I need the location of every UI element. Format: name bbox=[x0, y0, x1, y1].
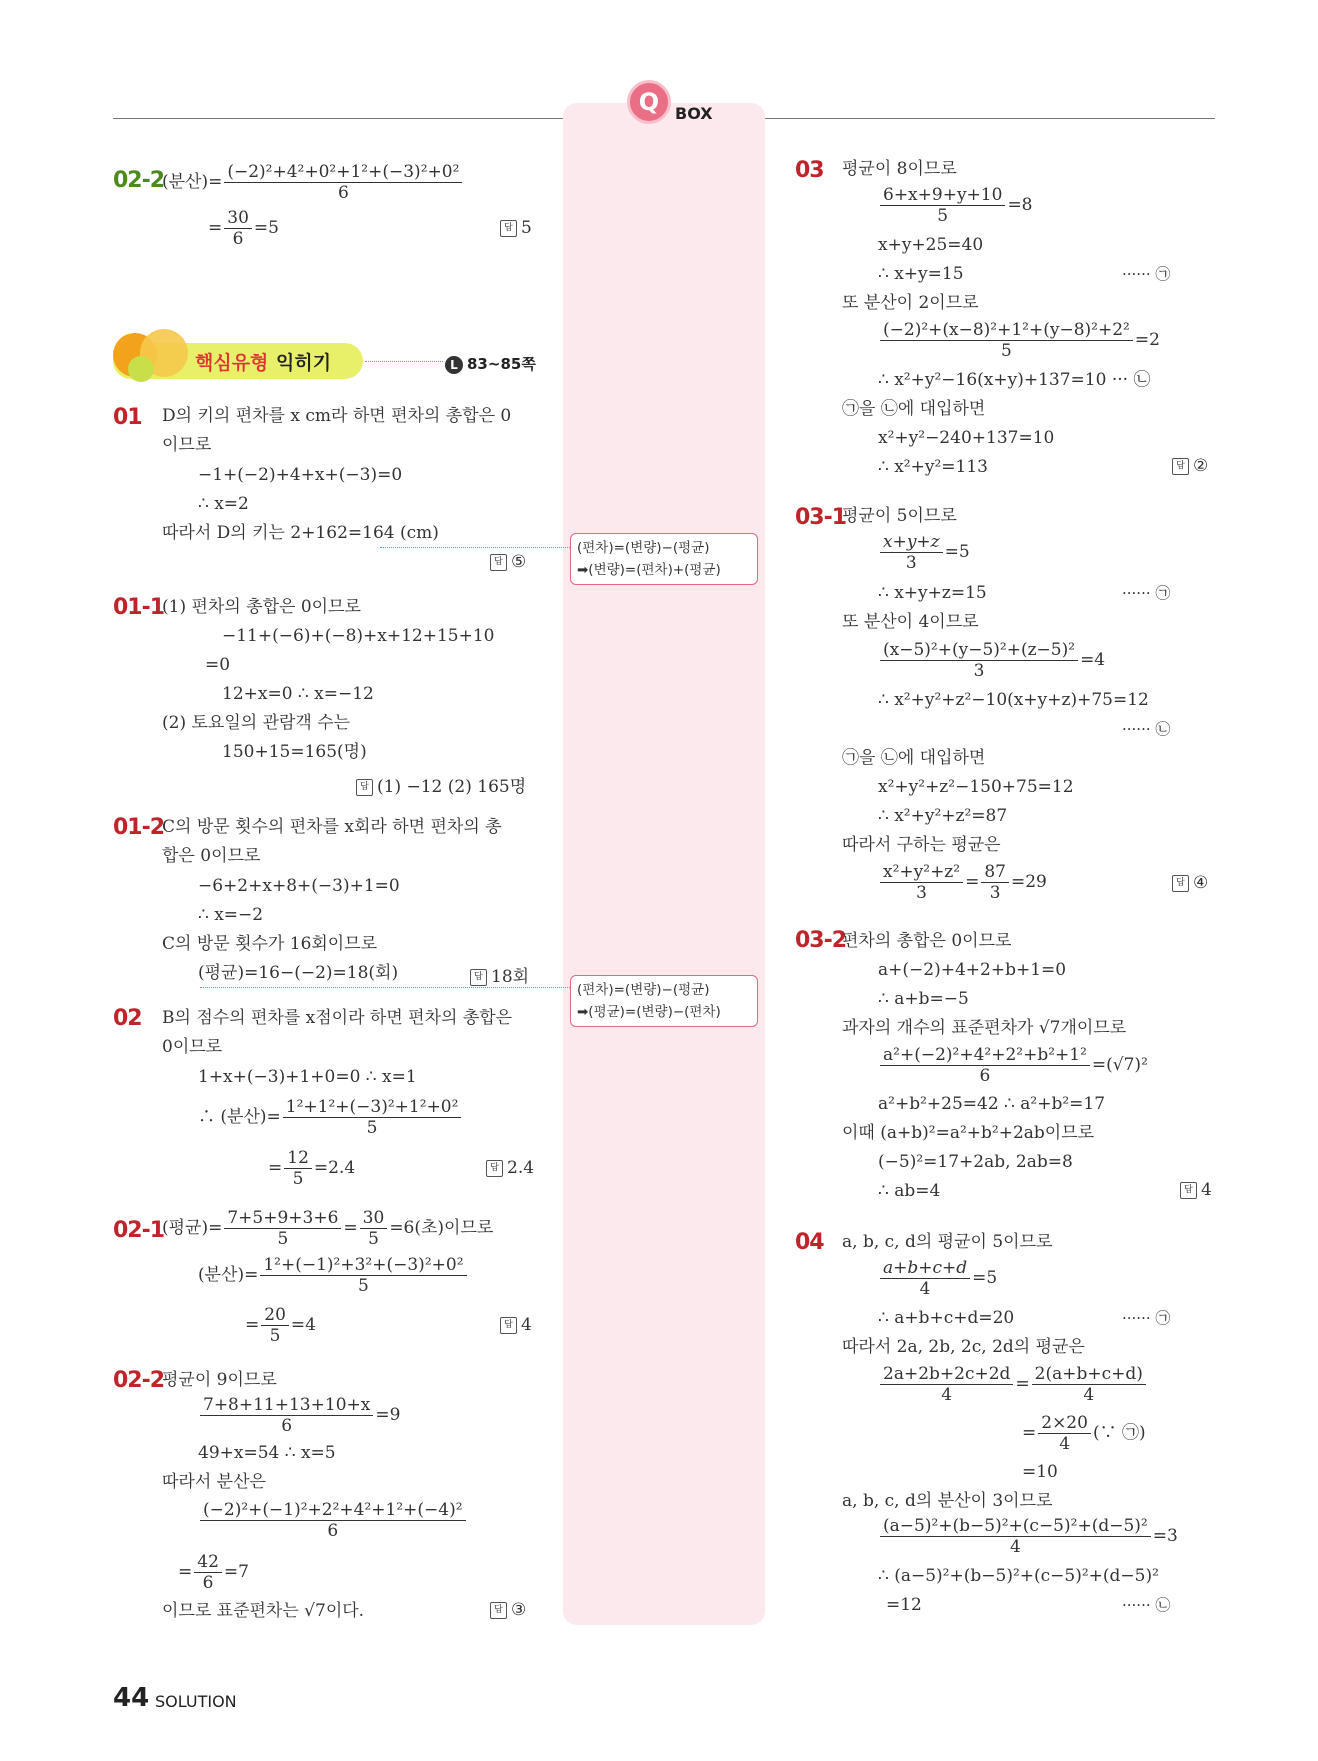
problem-number: 02-2 bbox=[113, 168, 165, 193]
formula-line: ∴ x+y+z=15 bbox=[878, 583, 987, 603]
text-line: 따라서 2a, 2b, 2c, 2d의 평균은 bbox=[842, 1337, 1085, 1357]
circled-marker: ······ ㉡ bbox=[1122, 720, 1171, 738]
text-line: 평균이 5이므로 bbox=[842, 506, 957, 526]
formula-line: = $\frac{20}{5}$ =4 bbox=[245, 1305, 316, 1346]
formula-line: −6+2+x+8+(−3)+1=0 bbox=[198, 876, 400, 896]
text-line: 평균이 8이므로 bbox=[842, 159, 957, 179]
text-line: (1) 편차의 총합은 0이므로 bbox=[162, 597, 361, 617]
header-rule-left bbox=[113, 118, 563, 119]
formula-line: $\frac{\text{a²+(−2)²+4²+2²+b²+1²}}{6}$ =(√7)² bbox=[878, 1045, 1148, 1086]
formula-line: −1+(−2)+4+x+(−3)=0 bbox=[198, 465, 403, 485]
text-line: 이므로 bbox=[162, 435, 212, 455]
formula-line: $\frac{\text{(−2)²+(−1)²+2²+4²+1²+(−4)²}}{6}$ bbox=[198, 1500, 468, 1541]
text-line: C의 방문 횟수의 편차를 x회라 하면 편차의 총 bbox=[162, 817, 502, 837]
answer-mark: 답 bbox=[486, 1160, 503, 1177]
problem-number: 04 bbox=[795, 1230, 824, 1255]
circled-marker: ······ ㉡ bbox=[1122, 1596, 1171, 1614]
text-line: 0이므로 bbox=[162, 1037, 223, 1057]
answer-mark: 답 bbox=[500, 220, 517, 237]
text-line: 평균이 9이므로 bbox=[162, 1370, 277, 1390]
answer-mark: 답 bbox=[490, 1602, 507, 1619]
text-line: ㉠을 ㉡에 대입하면 bbox=[842, 748, 986, 768]
answer: 답 ④ bbox=[1172, 873, 1208, 893]
formula-line: (분산)= $\frac{\text{(−2)²+4²+0²+1²+(−3)²+0²}}{6}$ bbox=[162, 162, 464, 203]
problem-number: 03-2 bbox=[795, 928, 847, 953]
problem-number: 02-2 bbox=[113, 1368, 165, 1393]
text-line: ㉠을 ㉡에 대입하면 bbox=[842, 399, 986, 419]
formula-line: ∴ x=−2 bbox=[198, 905, 264, 925]
formula-line: a²+b²+25=42 ∴ a²+b²=17 bbox=[878, 1094, 1106, 1114]
formula-line: $\frac{\text{(−2)²+(x−8)²+1²+(y−8)²+2²}}{5}$ =2 bbox=[878, 320, 1160, 361]
answer-mark: 답 bbox=[356, 779, 373, 796]
formula-line: =12 bbox=[886, 1595, 922, 1615]
page-reference: L 83~85쪽 bbox=[445, 353, 536, 374]
page-icon: L bbox=[445, 356, 463, 374]
text-line: 또 분산이 4이므로 bbox=[842, 612, 979, 632]
formula-line: $\frac{2a+2b+2c+2d}{4}$ = $\frac{2(a+b+c+d)}{4}$ bbox=[878, 1364, 1148, 1405]
banner-title: 핵심유형 bbox=[195, 352, 269, 374]
text-line: a, b, c, d의 평균이 5이므로 bbox=[842, 1232, 1053, 1252]
footer-label: SOLUTION bbox=[155, 1692, 237, 1711]
problem-number: 02 bbox=[113, 1006, 142, 1031]
answer-mark: 답 bbox=[1172, 458, 1189, 475]
circled-marker: ······ ㉠ bbox=[1122, 584, 1171, 602]
answer: 답 5 bbox=[500, 218, 532, 238]
formula-line: 150+15=165(명) bbox=[222, 742, 367, 762]
answer-mark: 답 bbox=[1172, 875, 1189, 892]
formula-line: $\frac{\text{x²+y²+z²}}{3}$ = $\frac{87}{3}$ =29 bbox=[878, 862, 1047, 903]
formula-line: (평균)= $\frac{7+5+9+3+6}{5}$ = $\frac{30}{5}$ =6(초)이므로 bbox=[162, 1208, 494, 1249]
qbox-note: (편차)=(변량)−(평균) ➡(변량)=(편차)+(평균) bbox=[570, 533, 758, 585]
formula-line: 49+x=54 ∴ x=5 bbox=[198, 1443, 336, 1463]
text-line: 합은 0이므로 bbox=[162, 846, 261, 866]
qbox-column bbox=[563, 103, 765, 1625]
answer-mark: 답 bbox=[490, 554, 507, 571]
formula-line: $\frac{x+y+z}{3}$ =5 bbox=[878, 532, 970, 573]
formula-line: x+y+25=40 bbox=[878, 235, 984, 255]
text-line: C의 방문 횟수가 16회이므로 bbox=[162, 934, 378, 954]
formula-line: ∴ x=2 bbox=[198, 494, 249, 514]
qbox-note: (편차)=(변량)−(평균) ➡(평균)=(변량)−(편차) bbox=[570, 975, 758, 1027]
formula-line: $\frac{\text{(a−5)²+(b−5)²+(c−5)²+(d−5)²}}{4}$ =3 bbox=[878, 1516, 1178, 1557]
formula-line: ∴ (분산)= $\frac{\text{1²+1²+(−3)²+1²+0²}}{5}$ bbox=[198, 1097, 463, 1138]
answer: 답 2.4 bbox=[486, 1158, 534, 1178]
answer-mark: 답 bbox=[1180, 1182, 1197, 1199]
dotted-leader bbox=[365, 361, 443, 362]
formula-line: $\frac{7+8+11+13+10+x}{6}$ =9 bbox=[198, 1395, 400, 1436]
banner-bubble-icon bbox=[128, 356, 154, 382]
answer: 답 ③ bbox=[490, 1600, 526, 1620]
banner-subtitle: 익히기 bbox=[276, 352, 332, 374]
qbox-label: BOX bbox=[675, 104, 713, 123]
text-line: 과자의 개수의 표준편차가 √7개이므로 bbox=[842, 1018, 1127, 1038]
formula-line: x²+y²+z²−150+75=12 bbox=[878, 777, 1074, 797]
answer: 답 (1) −12 (2) 165명 bbox=[356, 772, 526, 797]
text-line: D의 키의 편차를 x cm라 하면 편차의 총합은 0 bbox=[162, 406, 512, 426]
problem-number: 01 bbox=[113, 405, 142, 430]
formula-line: (평균)=16−(−2)=18(회) bbox=[198, 963, 399, 983]
qbox-icon: Q bbox=[627, 80, 671, 124]
formula-line: $\frac{a+b+c+d}{4}$ =5 bbox=[878, 1258, 997, 1299]
formula-line: ∴ x+y=15 bbox=[878, 264, 964, 284]
formula-line: ∴ ab=4 bbox=[878, 1181, 941, 1201]
circled-marker: ······ ㉠ bbox=[1122, 265, 1171, 283]
answer: 답 4 bbox=[500, 1315, 532, 1335]
formula-line: ∴ x²+y²+z²−10(x+y+z)+75=12 bbox=[878, 690, 1149, 710]
formula-line: −11+(−6)+(−8)+x+12+15+10 bbox=[222, 626, 495, 646]
note-connector bbox=[380, 547, 570, 548]
formula-line: = $\frac{42}{6}$ =7 bbox=[178, 1552, 249, 1593]
problem-number: 03 bbox=[795, 158, 824, 183]
formula-line: = $\frac{12}{5}$ =2.4 bbox=[268, 1148, 356, 1189]
formula-line: =0 bbox=[205, 655, 231, 675]
answer: 답 18회 bbox=[470, 962, 529, 987]
answer: 답 ⑤ bbox=[490, 552, 526, 572]
formula-line: 1+x+(−3)+1+0=0 ∴ x=1 bbox=[198, 1067, 417, 1087]
problem-number: 01-2 bbox=[113, 815, 165, 840]
problem-number: 03-1 bbox=[795, 505, 847, 530]
formula-line: 12+x=0 ∴ x=−12 bbox=[222, 684, 374, 704]
answer-mark: 답 bbox=[500, 1317, 517, 1334]
problem-number: 02-1 bbox=[113, 1218, 165, 1243]
circled-marker: ······ ㉠ bbox=[1122, 1309, 1171, 1327]
text-line: 따라서 분산은 bbox=[162, 1472, 266, 1492]
formula-line: x²+y²−240+137=10 bbox=[878, 428, 1055, 448]
note-connector bbox=[200, 987, 570, 988]
formula-line: ∴ a+b+c+d=20 bbox=[878, 1308, 1015, 1328]
formula-line: ∴ (a−5)²+(b−5)²+(c−5)²+(d−5)² bbox=[878, 1566, 1159, 1586]
text-line: 이때 (a+b)²=a²+b²+2ab이므로 bbox=[842, 1123, 1095, 1143]
formula-line: = $\frac{30}{6}$ =5 bbox=[208, 208, 279, 249]
text-line: 편차의 총합은 0이므로 bbox=[842, 931, 1012, 951]
answer: 답 4 bbox=[1180, 1180, 1212, 1200]
formula-line: = $\frac{2\times 20}{4}$ (∵ ㉠) bbox=[1022, 1413, 1146, 1454]
formula-line: ∴ a+b=−5 bbox=[878, 989, 969, 1009]
formula-line: (분산)= $\frac{\text{1²+(−1)²+3²+(−3)²+0²}}{5}$ bbox=[198, 1255, 469, 1296]
text-line: B의 점수의 편차를 x점이라 하면 편차의 총합은 bbox=[162, 1008, 513, 1028]
text-line: (2) 토요일의 관람객 수는 bbox=[162, 713, 351, 733]
formula-line: =10 bbox=[1022, 1462, 1058, 1482]
formula-line: $\frac{6+x+9+y+10}{5}$ =8 bbox=[878, 185, 1033, 226]
text-line: 또 분산이 2이므로 bbox=[842, 293, 979, 313]
formula-line: ∴ x²+y²=113 bbox=[878, 457, 988, 477]
problem-number: 01-1 bbox=[113, 595, 165, 620]
text-line: 따라서 구하는 평균은 bbox=[842, 835, 1001, 855]
formula-line: (−5)²=17+2ab, 2ab=8 bbox=[878, 1152, 1073, 1172]
text-line: 이므로 표준편차는 √7이다. bbox=[162, 1601, 365, 1621]
formula-line: ∴ x²+y²+z²=87 bbox=[878, 806, 1008, 826]
formula-line: a+(−2)+4+2+b+1=0 bbox=[878, 960, 1067, 980]
header-rule-right bbox=[765, 118, 1215, 119]
text-line: 따라서 D의 키는 2+162=164 (cm) bbox=[162, 523, 439, 543]
formula-line: ∴ x²+y²−16(x+y)+137=10 ··· ㉡ bbox=[878, 370, 1151, 390]
answer-mark: 답 bbox=[470, 969, 487, 986]
formula-line: $\frac{\text{(x−5)²+(y−5)²+(z−5)²}}{3}$ =4 bbox=[878, 640, 1105, 681]
answer: 답 ② bbox=[1172, 456, 1208, 476]
text-line: a, b, c, d의 분산이 3이므로 bbox=[842, 1491, 1053, 1511]
page-number: 44 bbox=[113, 1683, 150, 1713]
